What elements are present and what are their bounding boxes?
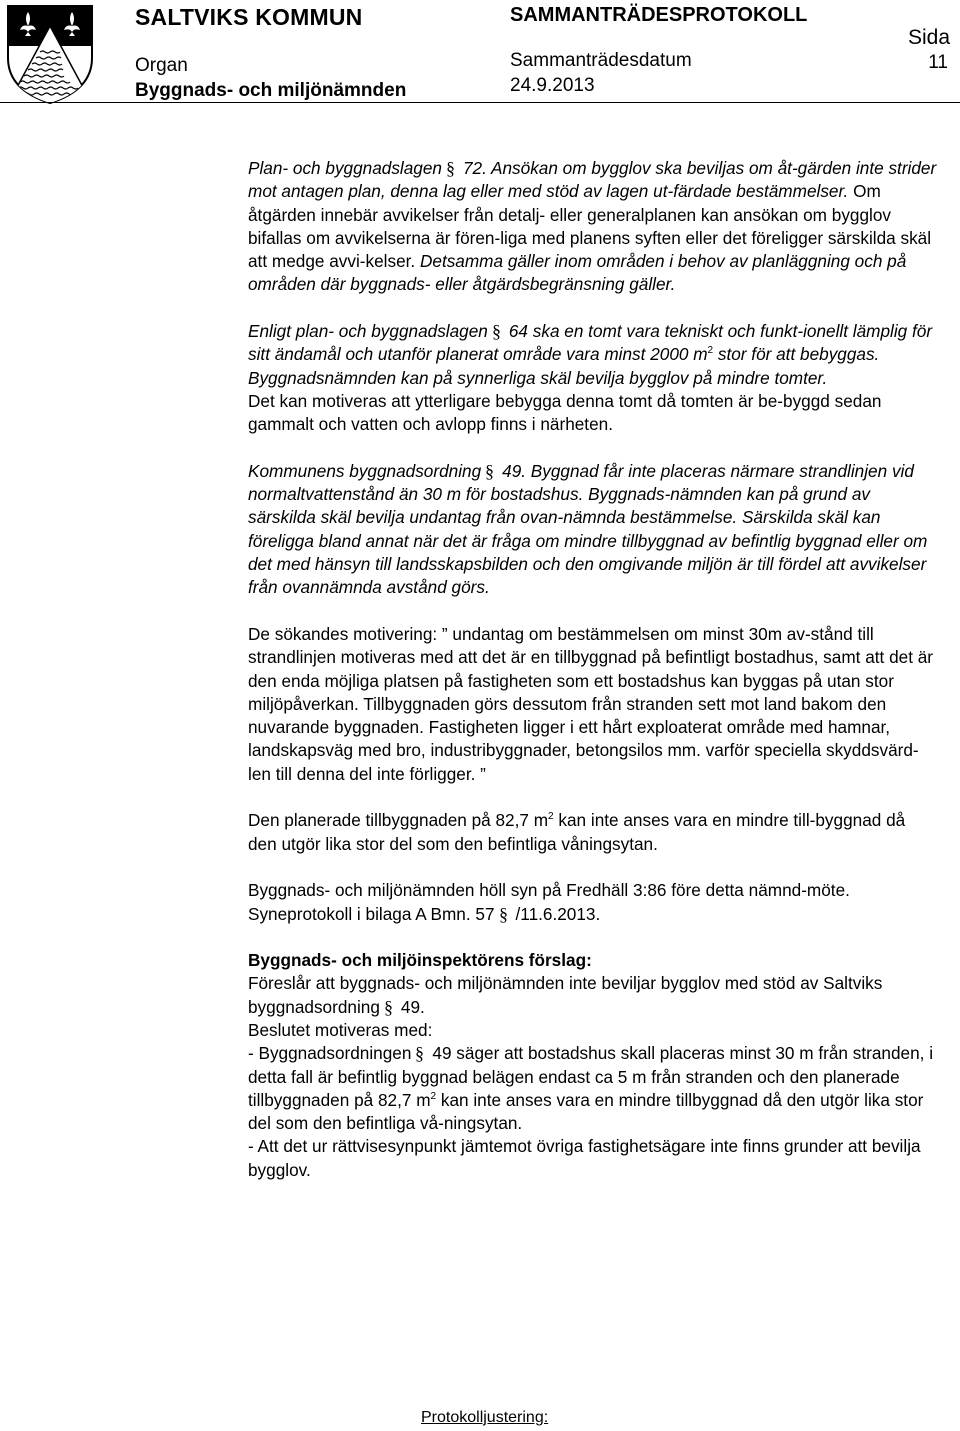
paragraph-planned-extension xyxy=(248,809,938,856)
paragraph-text: Byggnads-nämnden kan på grund av särskilda skäl bevilja undantag från ovan-nämnda bestämmelse. xyxy=(248,484,871,528)
municipality-name: SALTVIKS KOMMUN xyxy=(135,4,363,30)
proposal-line: Beslutet motiveras med: xyxy=(248,1019,433,1040)
paragraph-text: Byggnads- och miljönämnden höll syn på Fredhäll 3:86 före detta nämnd-möte. Syneprotokoll i bilaga A Bmn. 57 xyxy=(248,880,850,924)
protocol-title: SAMMANTRÄDESPROTOKOLL xyxy=(510,4,808,26)
proposal-heading: Byggnads- och miljöinspektörens förslag: xyxy=(248,950,592,971)
paragraph-building-ordinance-49 xyxy=(248,460,938,600)
svg-text:§: § xyxy=(415,1043,425,1064)
paragraph-site-inspection xyxy=(248,879,938,926)
superscript: 2 xyxy=(707,345,714,357)
meeting-date-label: Sammanträdesdatum xyxy=(510,50,692,71)
proposal-line xyxy=(248,1042,938,1135)
paragraph-text: Om åtgärden innebär avvikelser från detalj- eller generalplanen kan ansökan om bygglov bifallas om avvikelserna är fören-liga med planens syften eller det föreligger särskilda skäl att medge avvi-kelser. xyxy=(248,181,932,272)
section-sign-icon xyxy=(384,997,397,1017)
paragraph-text: Särskilda skäl kan föreligga bland annat när det är fråga om mindre tillbyggnad av befintlig byggnad eller om det med hänsyn till landsskapsbilden och den omgivande miljön är till fördel att avvikelser från ovannämnda avstånd görs. xyxy=(248,507,928,598)
paragraph-text: kan inte anses vara en mindre till-byggnad då den utgör lika stor del som den befintliga våningsytan. xyxy=(248,810,906,854)
section-sign-icon xyxy=(485,461,498,481)
paragraph-building-law-72 xyxy=(248,157,938,297)
organ-label: Organ xyxy=(135,55,188,76)
header-divider xyxy=(0,102,960,103)
coat-of-arms-icon xyxy=(6,4,94,104)
protocol-verification-label: Protokolljustering: xyxy=(421,1409,549,1426)
paragraph-building-law-64 xyxy=(248,320,938,390)
svg-text:§: § xyxy=(445,158,455,178)
proposal-line: - Att det ur rättvisesynpunkt jämtemot övriga fastighetsägare inte finns grunder att bevilja bygglov. xyxy=(248,1136,921,1180)
law-reference: Enligt plan- och byggnadslagen xyxy=(248,321,488,342)
organ-name: Byggnads- och miljönämnden xyxy=(135,80,407,101)
superscript: 2 xyxy=(430,1090,437,1102)
paragraph-text: stor för att bebyggas. xyxy=(713,344,880,365)
svg-text:§: § xyxy=(383,996,393,1017)
paragraph-text: 72. Ansökan om bygglov ska beviljas om åt-gärden inte strider mot antagen plan, denna lag eller med stöd av lagen ut-färdade bestämmelser. xyxy=(248,158,937,202)
svg-text:§: § xyxy=(498,903,508,924)
law-reference: Kommunens byggnadsordning xyxy=(248,460,482,481)
paragraph-text: Byggnadsnämnden kan på synnerliga skäl bevilja bygglov på mindre tomter. xyxy=(248,367,828,388)
law-reference: Plan- och byggnadslagen xyxy=(248,158,442,178)
document-body xyxy=(248,157,938,1182)
section-sign-icon xyxy=(415,1043,428,1063)
section-sign-icon xyxy=(446,158,459,178)
meeting-date-value: 24.9.2013 xyxy=(510,75,595,96)
paragraph-text: 49. xyxy=(400,996,425,1017)
paragraph-text: Detsamma gäller inom områden i behov av planläggning och på områden där byggnads- eller åtgärdsbegränsning gäller. xyxy=(248,251,907,295)
svg-text:§: § xyxy=(491,321,501,342)
page-number: 11 xyxy=(928,52,948,73)
paragraph-text: 64 ska en tomt vara tekniskt och funkt-ionellt lämplig för sitt ändamål och utanför planerat område vara minst 2000 m xyxy=(248,321,933,365)
paragraph-text: 49 säger att bostadshus skall placeras minst 30 m från stranden, i detta fall är befintlig byggnad belägen endast ca 5 m från stranden och den planerade tillbyggnaden på 82,7 m xyxy=(248,1043,934,1110)
paragraph-text: 49. Byggnad får inte placeras närmare strandlinjen vid normaltvattenstånd än 30 m för bostadshus. xyxy=(248,460,914,505)
section-sign-icon xyxy=(492,321,505,341)
paragraph-applicants-motivation: De sökandes motivering: ” undantag om bestämmelsen om minst 30m av-stånd till strandlinjen motiveras med att det är en tillbyggnad på befintligt bostadhus, samt att det är den enda möjliga platsen på fastigheten som ett bostadshus kan byggas på utan stor miljöpåverkan. Tillbyggnaden görs dessutom från stranden sett mot land bakom den nuvarande byggnaden. Fastigheten ligger i ett hårt exploaterat område med hamnar, landskapsväg med bro, industribyggnader, betongsilos mm. varför speciella skyddsvärd-len till denna del inte förligger. ” xyxy=(248,623,934,784)
paragraph-text: kan inte anses vara en mindre tillbyggnad då den utgör lika stor del som den befintliga vå-ningsytan. xyxy=(248,1089,924,1134)
section-sign-icon xyxy=(499,904,512,924)
page-label: Sida xyxy=(907,26,950,49)
svg-text:§: § xyxy=(485,460,495,481)
proposal-line xyxy=(248,972,938,1019)
paragraph-text: Den planerade tillbyggnaden på 82,7 m xyxy=(248,810,549,831)
paragraph-motivation-note: Det kan motiveras att ytterligare bebygga denna tomt då tomten är be-byggd sedan gammalt och vatten och avlopp finns i närheten. xyxy=(248,390,882,435)
paragraph-text: - Byggnadsordningen xyxy=(248,1043,412,1064)
paragraph-text: /11.6.2013. xyxy=(515,903,601,924)
superscript: 2 xyxy=(548,811,554,823)
paragraph-text: Föreslår att byggnads- och miljönämnden inte beviljar bygglov med stöd av Saltviks byggnadsordning xyxy=(248,973,883,1017)
